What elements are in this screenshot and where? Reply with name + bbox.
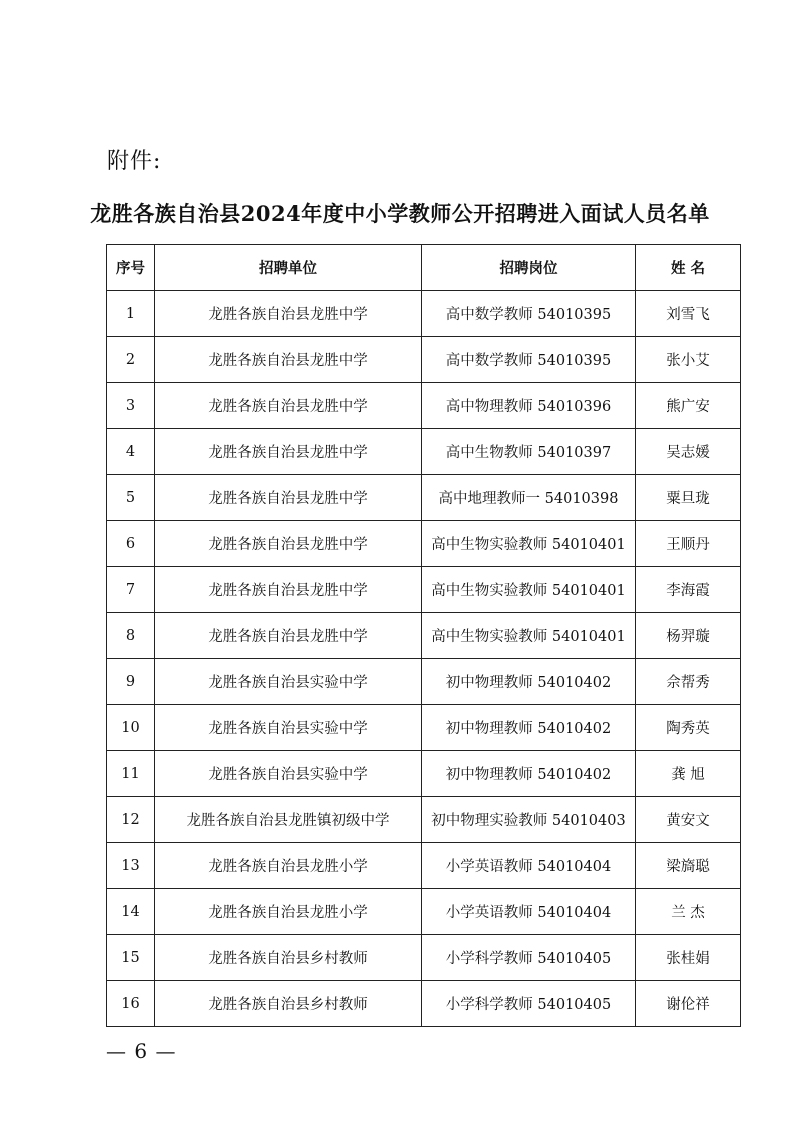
table-body (107, 291, 741, 1027)
table-row (107, 383, 741, 429)
table-row (107, 521, 741, 567)
interview-candidates-table (106, 244, 741, 1027)
table-row (107, 935, 741, 981)
cell-recruiting-post: 初中物理教师 54010402 (422, 751, 636, 797)
cell-recruiting-post: 小学英语教师 54010404 (422, 889, 636, 935)
cell-recruiting-post: 高中生物实验教师 54010401 (422, 521, 636, 567)
cell-serial-number: 13 (107, 843, 155, 889)
cell-name: 兰 杰 (636, 889, 741, 935)
cell-recruiting-post: 初中物理教师 54010402 (422, 659, 636, 705)
attachment-label: 附件: (107, 149, 162, 174)
cell-recruiting-unit: 龙胜各族自治县龙胜中学 (155, 521, 422, 567)
cell-name: 吴志媛 (636, 429, 741, 475)
table-row (107, 567, 741, 613)
cell-recruiting-unit: 龙胜各族自治县龙胜镇初级中学 (155, 797, 422, 843)
table-row (107, 429, 741, 475)
document-title: 龙胜各族自治县2024年度中小学教师公开招聘进入面试人员名单 (90, 201, 710, 226)
cell-name: 梁旖聪 (636, 843, 741, 889)
cell-name: 张桂娟 (636, 935, 741, 981)
header-serial-number: 序号 (107, 245, 155, 291)
cell-name: 龚 旭 (636, 751, 741, 797)
cell-serial-number: 12 (107, 797, 155, 843)
table-header-row (107, 245, 741, 291)
cell-name: 粟旦珑 (636, 475, 741, 521)
cell-recruiting-unit: 龙胜各族自治县龙胜中学 (155, 383, 422, 429)
cell-recruiting-unit: 龙胜各族自治县龙胜中学 (155, 337, 422, 383)
table-row (107, 751, 741, 797)
cell-recruiting-post: 高中生物教师 54010397 (422, 429, 636, 475)
cell-recruiting-unit: 龙胜各族自治县实验中学 (155, 659, 422, 705)
cell-recruiting-unit: 龙胜各族自治县实验中学 (155, 705, 422, 751)
cell-name: 佘帮秀 (636, 659, 741, 705)
table-row (107, 843, 741, 889)
cell-serial-number: 4 (107, 429, 155, 475)
cell-name: 谢伦祥 (636, 981, 741, 1027)
cell-recruiting-post: 小学科学教师 54010405 (422, 935, 636, 981)
cell-recruiting-post: 小学科学教师 54010405 (422, 981, 636, 1027)
cell-recruiting-unit: 龙胜各族自治县乡村教师 (155, 981, 422, 1027)
cell-serial-number: 16 (107, 981, 155, 1027)
cell-recruiting-post: 高中数学教师 54010395 (422, 337, 636, 383)
cell-name: 陶秀英 (636, 705, 741, 751)
cell-name: 黄安文 (636, 797, 741, 843)
cell-serial-number: 11 (107, 751, 155, 797)
cell-serial-number: 15 (107, 935, 155, 981)
cell-serial-number: 2 (107, 337, 155, 383)
cell-serial-number: 5 (107, 475, 155, 521)
cell-name: 刘雪飞 (636, 291, 741, 337)
table-row (107, 981, 741, 1027)
cell-recruiting-unit: 龙胜各族自治县龙胜中学 (155, 475, 422, 521)
cell-recruiting-post: 高中生物实验教师 54010401 (422, 567, 636, 613)
table-row (107, 475, 741, 521)
table-row (107, 613, 741, 659)
cell-recruiting-post: 高中生物实验教师 54010401 (422, 613, 636, 659)
cell-recruiting-unit: 龙胜各族自治县龙胜小学 (155, 843, 422, 889)
header-recruiting-post: 招聘岗位 (422, 245, 636, 291)
table-row (107, 659, 741, 705)
cell-serial-number: 7 (107, 567, 155, 613)
page-number: — 6 — (106, 1039, 177, 1063)
cell-recruiting-post: 初中物理教师 54010402 (422, 705, 636, 751)
cell-serial-number: 3 (107, 383, 155, 429)
cell-serial-number: 10 (107, 705, 155, 751)
cell-recruiting-post: 高中数学教师 54010395 (422, 291, 636, 337)
cell-name: 杨羿璇 (636, 613, 741, 659)
header-recruiting-unit: 招聘单位 (155, 245, 422, 291)
cell-recruiting-unit: 龙胜各族自治县龙胜中学 (155, 567, 422, 613)
cell-name: 王顺丹 (636, 521, 741, 567)
cell-recruiting-post: 初中物理实验教师 54010403 (422, 797, 636, 843)
cell-recruiting-post: 高中物理教师 54010396 (422, 383, 636, 429)
table-row (107, 889, 741, 935)
cell-serial-number: 6 (107, 521, 155, 567)
cell-name: 熊广安 (636, 383, 741, 429)
table-row (107, 797, 741, 843)
cell-recruiting-unit: 龙胜各族自治县龙胜中学 (155, 291, 422, 337)
cell-name: 李海霞 (636, 567, 741, 613)
cell-recruiting-unit: 龙胜各族自治县龙胜中学 (155, 429, 422, 475)
cell-serial-number: 1 (107, 291, 155, 337)
cell-recruiting-post: 小学英语教师 54010404 (422, 843, 636, 889)
cell-recruiting-post: 高中地理教师一 54010398 (422, 475, 636, 521)
cell-serial-number: 9 (107, 659, 155, 705)
cell-serial-number: 14 (107, 889, 155, 935)
cell-recruiting-unit: 龙胜各族自治县龙胜小学 (155, 889, 422, 935)
table-row (107, 337, 741, 383)
header-name: 姓 名 (636, 245, 741, 291)
cell-name: 张小艾 (636, 337, 741, 383)
cell-recruiting-unit: 龙胜各族自治县乡村教师 (155, 935, 422, 981)
cell-serial-number: 8 (107, 613, 155, 659)
cell-recruiting-unit: 龙胜各族自治县实验中学 (155, 751, 422, 797)
cell-recruiting-unit: 龙胜各族自治县龙胜中学 (155, 613, 422, 659)
table-row (107, 705, 741, 751)
table-row (107, 291, 741, 337)
